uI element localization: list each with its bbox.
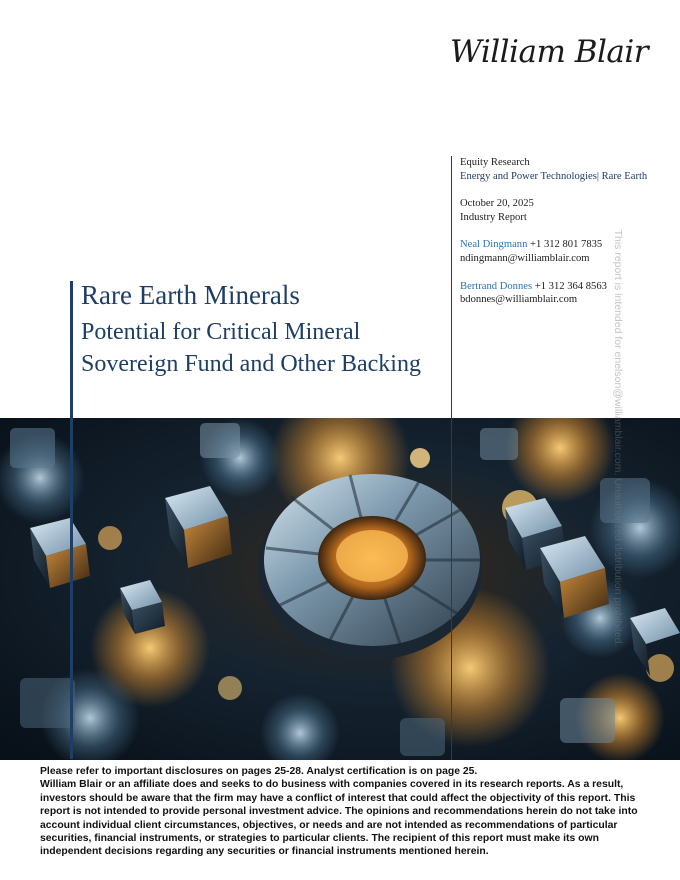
analyst-email[interactable]: bdonnes@williamblair.com bbox=[460, 294, 578, 306]
watermark-text: This report is intended for enelson@williamblair.com. Unauthorized distribution prohibited. bbox=[612, 229, 624, 647]
analyst-email[interactable]: ndingmann@williamblair.com bbox=[460, 252, 590, 264]
vertical-divider bbox=[451, 156, 452, 760]
report-title-block bbox=[81, 278, 441, 380]
william-blair-logo: William Blair bbox=[450, 34, 649, 70]
analyst-name[interactable]: Bertrand Donnes bbox=[460, 280, 533, 292]
report-date: October 20, 2025 bbox=[460, 198, 534, 210]
title-accent-bar bbox=[70, 281, 73, 759]
hero-image bbox=[0, 418, 680, 760]
hero-illustration bbox=[0, 418, 680, 760]
disclosure-reference: Please refer to important disclosures on pages 25-28. Analyst certification is on page 25. bbox=[40, 766, 478, 777]
analyst-phone: +1 312 801 7835 bbox=[530, 239, 603, 251]
report-title: Rare Earth Minerals bbox=[81, 280, 300, 310]
sector-label: Energy and Power Technologies| Rare Earth bbox=[460, 170, 648, 182]
analyst-name[interactable]: Neal Dingmann bbox=[460, 239, 528, 251]
analyst-phone: +1 312 364 8563 bbox=[534, 280, 607, 292]
disclosure-block bbox=[40, 765, 644, 859]
department-label: Equity Research bbox=[460, 157, 530, 168]
report-subtitle: Potential for Critical Mineral Sovereign Fund and Other Backing bbox=[81, 319, 421, 377]
disclosure-conflict-notice: William Blair or an affiliate does and seeks to do business with companies covered in its research reports. As a result, investors should be aware that the firm may have a conflict of interest that could affect the objectivity of this report. This report is not intended to provide personal investment advice. The opinions and recommendations herein do not take into account individual client circumstances, objectives, or needs and are not intended as recommendations of particular securities, financial instruments, or strategies to particular clients. The recipient of this report must make its own independent decisions regarding any securities or financial instruments mentioned herein. bbox=[40, 779, 638, 858]
report-type: Industry Report bbox=[460, 211, 527, 223]
